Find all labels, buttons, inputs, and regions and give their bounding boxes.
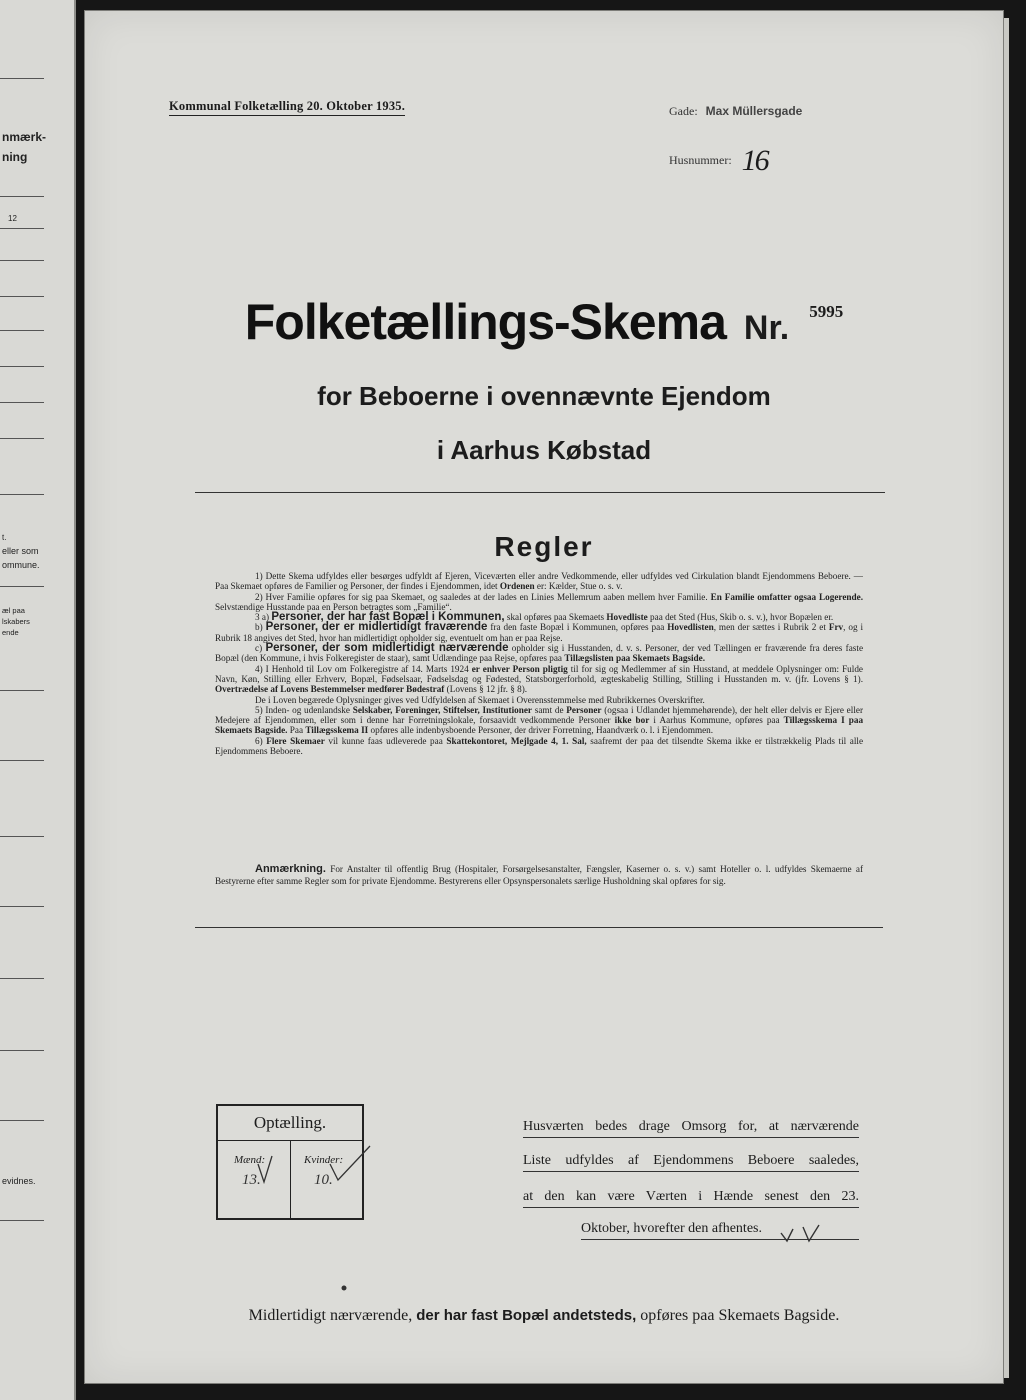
ruled-line [0,978,44,979]
ruled-line [0,402,44,403]
rule-2: 2) Hver Familie opføres for sig paa Skemaet, og saaledes at der lades en Linies Mellemrum aaben mellem hver Familie. En Familie omfatter ogsaa Logerende. Selvstændige Husstande paa en Person betragtes som „Familie“. [215,591,863,612]
ruled-line [0,366,44,367]
left-page-text: ning [2,150,28,164]
ruled-line [0,836,44,837]
rule-4: 4) I Henhold til Lov om Folkeregistre af 14. Marts 1924 er enhver Person pligtig til for sig og Medlemmer af sin Husstand, at meddele Oplysninger om: Fulde Navn, Køn, Stilling eller Erhverv, Bopæl, Fødselsaar, Fødselsdag og Fødested, Statsborgerforhold, ægteskabelig Stilling, Stilling i Husstanden m. v. (jfr. Lovens § 1). Overtrædelse af Lovens Bestemmelser medfører Bødestraf (Lovens § 12 jfr. § 8). [215,663,863,695]
ruled-line [0,586,44,587]
women-count: 10. [314,1172,333,1188]
left-page-text: ende [2,628,19,637]
rule-1: 1) Dette Skema udfyldes eller besørges udfyldt af Ejeren, Viceværten eller andre Vedkommende, eller udfyldes ved Cirkulation blandt Ejendommens Beboere. — Paa Skemaet opføres de Familier og Personer, der findes i Ejendommen, idet Ordenen er: Kælder, Stue o. s. v. [215,571,863,592]
ruled-line [0,906,44,907]
ruled-line [0,196,44,197]
ruled-line [0,494,44,495]
ruled-line [0,330,44,331]
left-page-text: lskabers [2,617,30,626]
form-location: i Aarhus Købstad [436,435,652,465]
street-field [669,102,802,120]
ruled-line [0,1220,44,1221]
ruled-line [0,1050,44,1051]
rule-3b: b) Personer, der er midlertidigt fraværende fra den faste Bopæl i Kommunen, opføres paa Hovedlisten, men der sættes i Rubrik 2 et Frv, og i Rubrik 18 angives det Sted, hvor han midlertidigt opholder sig, eventuelt om han er paa Rejse. [215,621,864,643]
left-page-text: ommune. [2,560,40,570]
left-page-text: 12 [8,214,17,223]
remark-label: Anmærkning. [255,863,326,875]
street-label: Gade: [669,104,698,118]
ruled-line [0,438,44,439]
women-label: Kvinder: [304,1154,344,1166]
footer-text: opføres paa Skemaets Bagside. [640,1307,840,1324]
form-title [85,293,1003,351]
rules-heading: Regler [494,531,594,562]
remark-section [215,863,863,887]
ruled-line [0,1120,44,1121]
checkmark-icon [218,1106,378,1218]
count-box [216,1104,364,1220]
rule-3c: c) Personer, der som midlertidigt nærværende opholder sig i Husstanden, d. v. s. Personer, der ved Tællingen er fraværende fra deres faste Bopæl (den Kommune, i hvis Folkeregister de staar), samt Udlændinge paa Rejse, opføres paa Tillægslisten paa Skemaets Bagside. [215,642,864,664]
footer-text: Midlertidigt nærværende, [248,1307,413,1324]
rule-6: 6) Flere Skemaer vil kunne faas udleverede paa Skattekontoret, Mejlgade 4, 1. Sal, saafremt der paa det tilsendte Skema ikke er tilstrækkelig Plads til alle Ejendommens Beboere. [215,735,864,757]
footer-note [85,1307,1003,1325]
ink-spot-icon [339,1283,349,1293]
previous-page-strip [0,0,76,1400]
ruled-line [0,690,44,691]
census-form-page [84,10,1004,1384]
form-title-main: Folketællings-Skema [244,294,726,350]
house-number-value: 16 [741,144,768,177]
notice-line-4: Oktober, hvorefter den afhentes. [581,1221,859,1240]
men-label: Mænd: [234,1154,266,1166]
divider [195,492,885,493]
house-number-label: Husnummer: [669,153,732,167]
handwritten-mark-icon [775,1219,835,1249]
notice-line-3: at den kan være Værten i Hænde senest den 23. [523,1189,859,1208]
ruled-line [0,228,44,229]
ruled-line [0,296,44,297]
left-page-text: t. [2,533,7,542]
divider [195,927,883,928]
census-title: Kommunal Folketælling 20. Oktober 1935. [169,99,405,116]
rule-5: 5) Inden- og udenlandske Selskaber, Foreninger, Stiftelser, Institutioner samt de Personer (ogsaa i Udlandet hjemmehørende), der helt eller delvis er Ejere eller Medejere af Ejendommen, eller som i denne har Forretningslokale, forsaavidt vedkommende Personer ikke bor i Aarhus Kommune, opføres paa Tillægsskema I paa Skemaets Bagside. Paa Tillægsskema II opføres alle indenbysboende Personer, der driver Forretning, Haandværk o. l. i Ejendommen. [215,704,864,736]
ruled-line [0,78,44,79]
form-number-label: Nr. [743,309,790,347]
house-number-field [669,138,768,177]
men-count: 13. [242,1172,261,1188]
left-page-text: æl paa [2,606,25,615]
remark-text: For Anstalter til offentlig Brug (Hospitaler, Forsørgelsesanstalter, Fængsler, Kaserner o. s. v.) samt Hoteller o. l. udfyldes Skemaerne af Bestyrerne efter samme Regler som for private Ejendomme. Bestyrerens eller Opsynspersonalets særlige Husholdning skal opføres for sig. [215,864,864,886]
left-page-text: eller som [2,546,39,556]
notice-line-2: Liste udfyldes af Ejendommens Beboere saaledes, [523,1153,859,1172]
ruled-line [0,760,44,761]
rules-text [215,571,863,756]
form-number-value: 5995 [809,302,844,321]
ruled-line [0,260,44,261]
count-box-title: Optælling. [218,1106,362,1141]
rule-3a: 3 a) Personer, der har fast Bopæl i Kommunen, skal opføres paa Skemaets Hovedliste paa det Sted (Hus, Skib o. s. v.), hvor Bopælen er. [255,611,834,624]
left-page-text: evidnes. [2,1176,36,1186]
left-page-text: nmærk- [2,130,47,144]
rule-4b: De i Loven begærede Oplysninger gives ved Udfyldelsen af Skemaet i Overensstemmelse med Rubrikkernes Overskrifter. [255,694,705,705]
notice-line-1: Husværten bedes drage Omsorg for, at nærværende [523,1119,859,1138]
street-value: Max Müllersgade [705,104,803,118]
footer-bold-text: der har fast Bopæl andetsteds, [416,1307,637,1324]
form-subtitle: for Beboerne i ovennævnte Ejendom [317,381,771,411]
